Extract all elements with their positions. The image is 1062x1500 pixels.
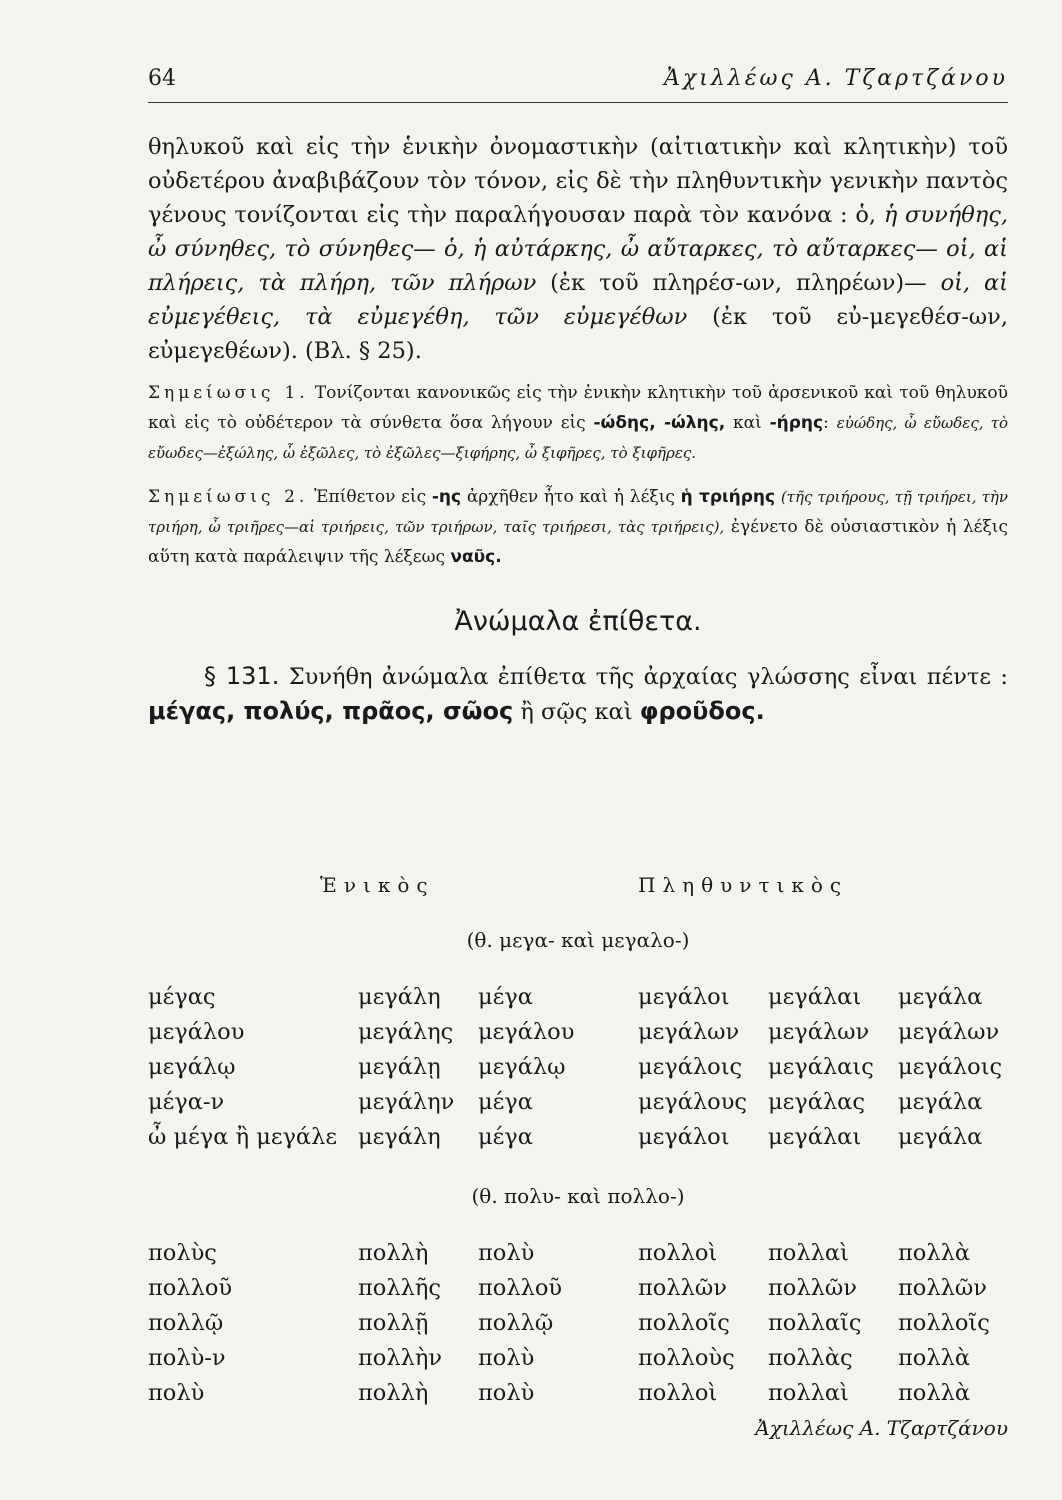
table-cell: πολὺ [478,1380,535,1406]
intro-text-3: (ἐκ τοῦ εὐ-μεγεθέσ-ων, εὐμεγεθέων). (Βλ. § 25). [148,304,1008,364]
stem-note-poly: (θ. πολυ- καὶ πολλο-) [471,1184,685,1208]
table-cell: ὦ μέγα ἢ μεγάλε [148,1124,338,1150]
section-text-1: Συνήθη ἀνώμαλα ἐπίθετα τῆς ἀρχαίας γλώσσης εἶναι πέντε : [288,664,1008,690]
table-cell: μεγάλην [358,1089,455,1115]
table-cell: πολὺς [148,1240,217,1266]
note-2-bold-2: ἡ τριήρης [680,487,776,507]
mega-declension [148,984,1008,1159]
note-1-bold-2: -ήρης [769,413,824,433]
table-cell: μέγα [478,1089,533,1115]
table-row [148,1380,1008,1415]
table-cell: πολλοῦ [478,1275,563,1301]
note-2-label: Σημείωσις 2. [148,487,309,507]
table-row [148,1124,1008,1159]
table-cell: πολλὴν [358,1345,443,1371]
stem-note-mega: (θ. μεγα- καὶ μεγαλο-) [466,928,690,952]
table-cell: πολλαῖς [768,1310,862,1336]
intro-examples-2: οἱ, αἱ εὐμεγέθεις, τὰ εὐμεγέθη, τῶν εὐμεγέθων [148,270,1008,330]
note-2-text-1: Ἐπίθετον εἰς [314,487,427,507]
table-cell: μεγάλων [638,1019,740,1045]
table-cell: πολὺ [478,1345,535,1371]
table-cell: μεγάλαι [768,984,862,1010]
table-row [148,984,1008,1019]
note-2-bold-3: ναῦς. [450,547,502,567]
table-cell: μεγάλοι [638,1124,730,1150]
section-bold-1: μέγας, πολύς, πρᾶος, σῶος [148,697,514,725]
note-1-text-1: Τονίζονται κανονικῶς εἰς τὴν ἑνικὴν κλητικὴν τοῦ ἀρσενικοῦ καὶ τοῦ θηλυκοῦ καὶ εἰς τὸ οὐδέτερον τὰ σύνθετα ὅσα λήγουν εἰς [148,383,1008,433]
table-cell: μέγα-ν [148,1089,225,1115]
note-2-bold-1: -ης [431,487,462,507]
table-cell: μεγάλους [638,1089,748,1115]
section-text-2: ἢ σῷς καὶ [520,699,633,725]
intro-examples-1: ἡ συνήθης, ὦ σύνηθες, τὸ σύνηθες— ὁ, ἡ αὐτάρκης, ὦ αὔταρκες, τὸ αὔταρκες— οἱ, αἱ πλήρεις, τὰ πλήρη, τῶν πλήρων [148,202,1009,296]
table-cell: πολλὰ [898,1380,971,1406]
table-cell: μεγάλα [898,1089,983,1115]
table-cell: μεγάλῃ [358,1054,441,1080]
note-2-text-3: ἐγένετο δὲ οὐσιαστικὸν ἡ λέξις αὕτη κατὰ παράλειψιν τῆς λέξεως [148,517,1008,567]
table-cell: πολλὴ [358,1380,429,1406]
table-cell: μεγάλου [148,1019,245,1045]
table-cell: πολὺ [478,1240,535,1266]
table-cell: πολλοὶ [638,1380,718,1406]
table-cell: μεγάλα [898,984,983,1010]
table-cell: μεγάλοις [638,1054,743,1080]
table-cell: πολλῶν [638,1275,727,1301]
table-cell: πολλῇ [358,1310,429,1336]
table-row [148,1345,1008,1380]
table-cell: μεγάλαι [768,1124,862,1150]
table-row [148,1240,1008,1275]
table-cell: μεγάλου [478,1019,575,1045]
table-cell: μεγάλα [898,1124,983,1150]
table-cell: πολλῷ [148,1310,224,1336]
table-cell: πολλαὶ [768,1240,849,1266]
table-cell: πολλοὶ [638,1240,718,1266]
table-cell: πολλῶν [898,1275,987,1301]
table-cell: πολλοῖς [898,1310,990,1336]
table-row [148,1310,1008,1345]
table-cell: μεγάλη [358,984,441,1010]
table-cell: πολλὴ [358,1240,429,1266]
section-heading: Ἀνώμαλα ἐπίθετα. [454,606,702,637]
table-cell: πολλῷ [478,1310,554,1336]
note-2-examples: (τῆς τριήρους, τῇ τριήρει, τὴν τριήρη, ὦ τριῆρες—αἱ τριήρεις, τῶν τριήρων, ταῖς τριήρεσι, τὰς τριήρεις), [148,488,1008,536]
note-2-text-2: ἀρχῆθεν ἦτο καὶ ἡ λέξις [466,487,675,507]
declension-table [148,0,1008,1500]
table-row [148,1019,1008,1054]
table-cell: πολλῆς [358,1275,441,1301]
table-cell: μεγάλων [768,1019,870,1045]
table-cell: πολὺ [148,1380,205,1406]
note-1-text-2: καὶ [733,413,762,433]
table-cell: πολλὰς [768,1345,853,1371]
table-cell: μεγάλας [768,1089,865,1115]
note-1-label: Σημείωσις 1. [148,383,309,403]
page-number: 64 [148,66,176,91]
plural-heading: Πληθυντικὸς [638,873,849,897]
table-cell: μεγάλοι [638,984,730,1010]
table-cell: μεγάλοις [898,1054,1003,1080]
table-cell: πολλοῖς [638,1310,730,1336]
table-cell: πολλοὺς [638,1345,735,1371]
table-row [148,1089,1008,1124]
intro-text-2: (ἐκ τοῦ πληρέσ-ων, πληρέων)— [550,270,927,296]
poly-declension [148,1240,1008,1415]
table-row [148,1054,1008,1089]
table-cell: μεγάλῳ [478,1054,566,1080]
table-cell: πολλοῦ [148,1275,233,1301]
section-number: § 131. [204,662,280,690]
table-cell: μεγάλῳ [148,1054,236,1080]
running-title: Ἀχιλλέως Α. Τζαρτζάνου [664,66,1008,91]
author-signature: Ἀχιλλέως Α. Τζαρτζάνου [755,1416,1008,1440]
table-cell: πολὺ-ν [148,1345,226,1371]
table-cell: μεγάλης [358,1019,454,1045]
table-cell: μεγάλη [358,1124,441,1150]
table-cell: μέγα [478,1124,533,1150]
singular-heading: Ἑνικὸς [320,873,435,897]
table-cell: πολλὰ [898,1240,971,1266]
table-cell: πολλὰ [898,1345,971,1371]
table-row [148,1275,1008,1310]
section-bold-2: φροῦδος. [639,697,765,725]
table-cell: μέγα [478,984,533,1010]
table-cell: πολλῶν [768,1275,857,1301]
table-cell: μέγας [148,984,216,1010]
table-cell: πολλαὶ [768,1380,849,1406]
note-1-text-3: : [823,413,829,433]
note-1-bold-1: -ώδης, -ώλης, [593,413,726,433]
table-cell: μεγάλαις [768,1054,874,1080]
table-cell: μεγάλων [898,1019,1000,1045]
note-1-examples: εὐώδης, ὦ εὔωδες, τὸ εὔωδες—ἐξώλης, ὦ ἐξῶλες, τὸ ἐξῶλες—ξιφήρης, ὦ ξιφῆρες, τὸ ξιφῆρες. [148,414,1008,462]
intro-text-1: θηλυκοῦ καὶ εἰς τὴν ἑνικὴν ὀνομαστικὴν (αἰτιατικὴν καὶ κλητικὴν) τοῦ οὐδετέρου ἀναβιβάζουν τὸν τόνον, εἰς δὲ τὴν πληθυντικὴν γενικὴν παντὸς γένους τονίζονται εἰς τὴν παραλήγουσαν παρὰ τὸν κανόνα : ὁ, [148,134,1008,228]
